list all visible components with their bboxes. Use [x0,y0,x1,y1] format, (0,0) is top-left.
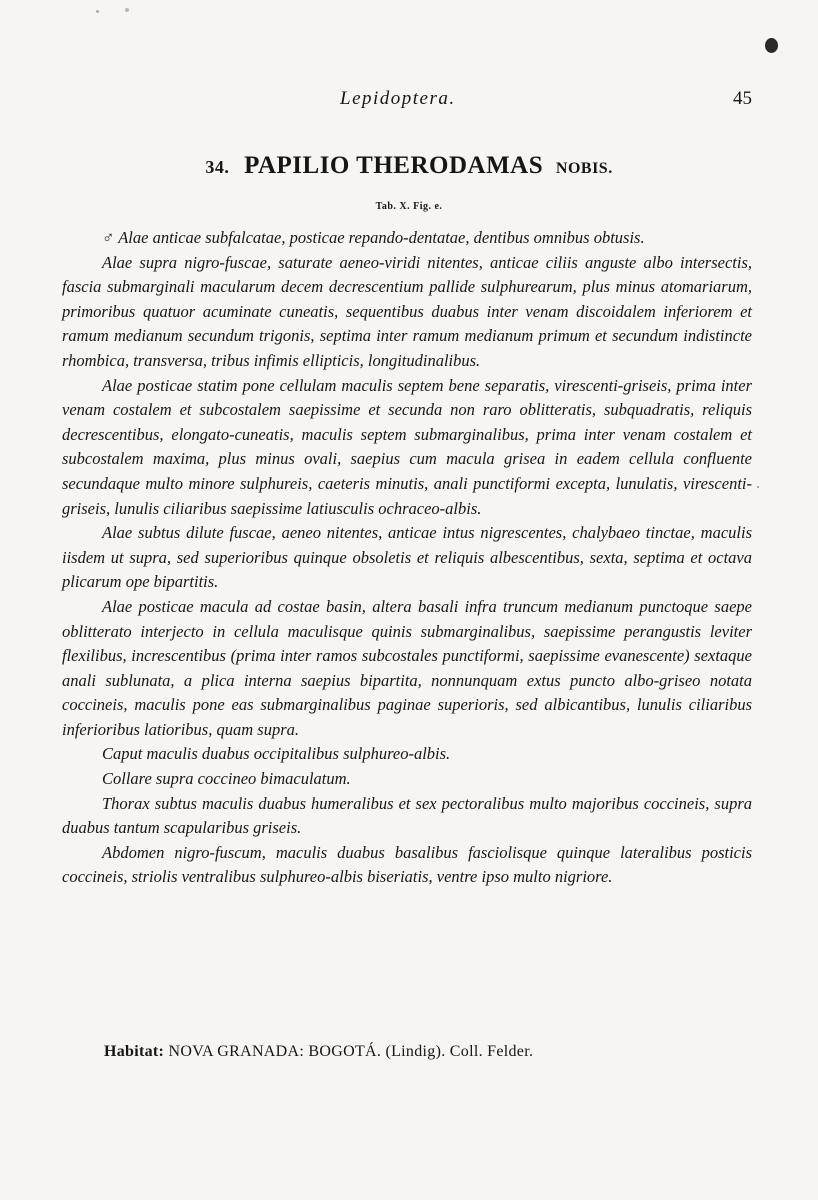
ink-speck [125,8,129,12]
paragraph-thorax: Thorax subtus maculis duabus humeralibus et sex pectoralibus multo majoribus coccineis, supra duabus tantum scapularibus griseis. [62,793,752,838]
ink-speck [757,486,759,488]
habitat-text: NOVA GRANADA: BOGOTÁ. (Lindig). Coll. Felder. [168,1043,534,1060]
plate-reference: Tab. X. Fig. e. [375,201,443,212]
running-head: Lepidoptera. [340,88,456,109]
ink-spot [765,38,778,53]
species-title [0,152,818,180]
page-number: 45 [733,88,752,109]
ink-speck [96,10,99,13]
species-author: NOBIS. [555,160,613,177]
description-body [62,226,752,890]
habitat-label: Habitat: [104,1043,165,1060]
species-number: 34. [205,157,230,177]
paragraph-abdomen: Abdomen nigro-fuscum, maculis duabus basalibus fasciolisque quinque lateralibus posticis coccineis, striolis ventralibus sulphureo-albis biseriatis, ventre ipso multo nigriore. [62,842,752,887]
paragraph-head: Caput maculis duabus occipitalibus sulphureo-albis. [102,744,451,764]
paragraph-forewing-underside: Alae subtus dilute fuscae, aeneo nitentes, anticae intus nigrescentes, chalybaeo tinctae, maculis iisdem ut supra, sed superioribus quinque obsoletis et reliquis albescentibus, sexta, septima et octava plicarum ope bipartitis. [62,523,752,592]
species-name: PAPILIO THERODAMAS [244,152,544,179]
paragraph-hindwing-underside: Alae posticae macula ad costae basin, altera basali infra truncum medianum punctoque saepe oblitterato interjecto in cellula maculisque quinis submarginalibus, saepissime perangustis leviter flexilibus, increscentibus (prima inter ramos subcostales punctiformi, saepissime evanescente) sextaque anali sublunata, a plica interna saepius bipartita, nonnunquam extus puncto albo-griseo notata coccineis, maculis pone eas submarginalibus paginae superioris, sed albicantibus, lunulis ciliaribus inferioribus latioribus, quam supra. [62,596,752,739]
paragraph-diagnosis: ♂ Alae anticae subfalcatae, posticae repando-dentatae, dentibus omnibus obtusis. [102,228,645,247]
paragraph-hindwing-upperside: Alae posticae statim pone cellulam maculis septem bene separatis, virescenti-griseis, prima inter venam costalem et subcostalem saepissime et secunda non raro oblitteratis, subquadratis, reliquis decrescentibus, elongato-cuneatis, maculis septem submarginalibus, prima inter venam costalem et subcostalem maxima, plus minus ovali, saepius cum macula grisea in eadem cellula confluente secundaque multo minore sulphureis, caeteris minutis, anali punctiformi excepta, lunulatis, virescenti-griseis, lunulis ciliaribus saepissime latiusculis ochraceo-albis. [62,375,752,518]
paragraph-forewing-upperside: Alae supra nigro-fuscae, saturate aeneo-viridi nitentes, anticae ciliis anguste albo intersectis, fascia submarginali macularum decem decrescentium pallide sulphurearum, plus minus atomariarum, primoribus quatuor acuminate cuneatis, sequentibus duabus inter venam discoidalem inferiorem et ramum medianum secundum trigonis, septima inter ramum medianum primum et secundum indistincte rhombica, transversa, tribus infimis ellipticis, longitudinalibus. [62,252,752,370]
paragraph-collar: Collare supra coccineo bimaculatum. [102,769,351,789]
habitat-line [104,1043,533,1061]
